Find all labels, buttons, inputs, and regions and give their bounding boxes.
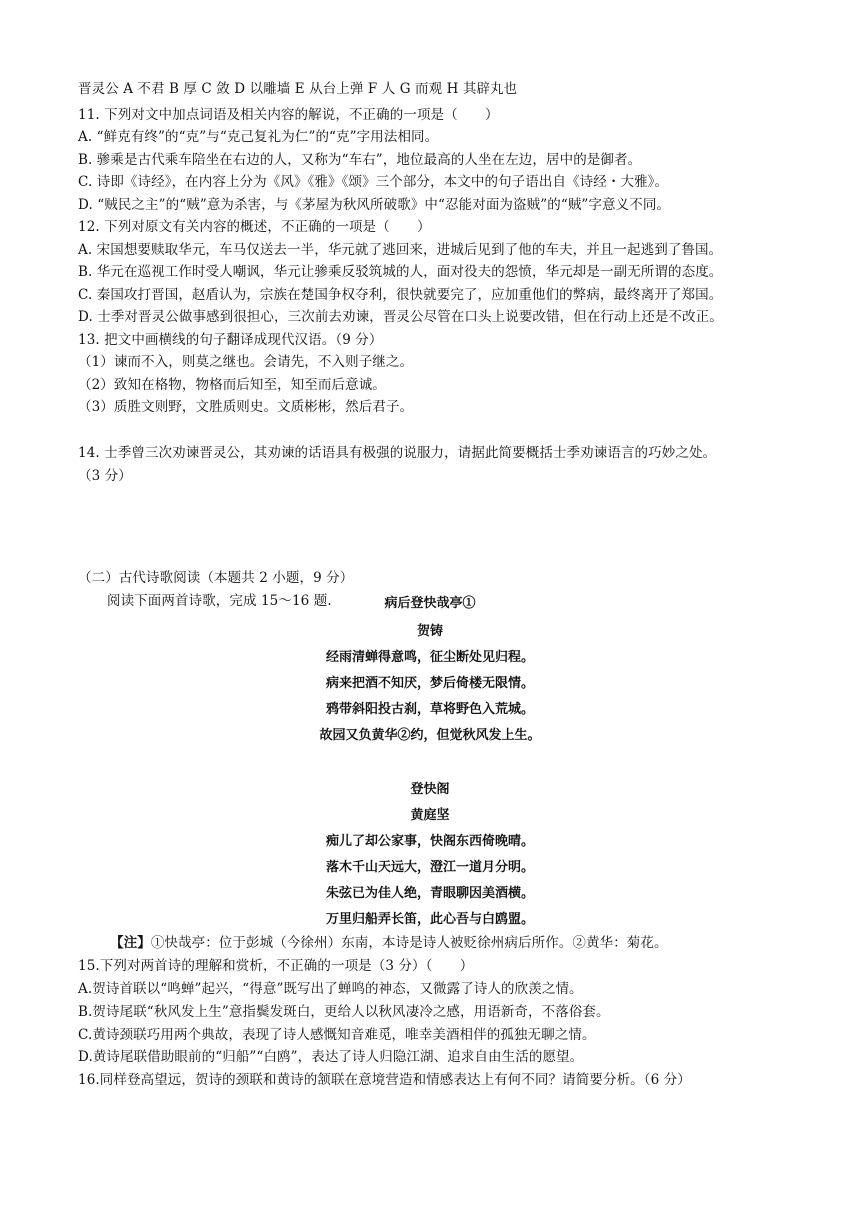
poem1-author: 贺铸 xyxy=(416,624,443,639)
poem2-author: 黄庭坚 xyxy=(410,808,450,823)
note-text: ①快哉亭：位于彭城（今徐州）东南，本诗是诗人被贬徐州病后所作。②黄华：菊花。 xyxy=(150,935,668,951)
q11-option-b: B. 骖乘是古代乘车陪坐在右边的人，又称为“车右”，地位最高的人坐在左边，居中的是御者。 xyxy=(78,152,642,168)
q14-points: （3 分） xyxy=(78,468,132,484)
section-heading: （二）古代诗歌阅读（本题共 2 小题，9 分） xyxy=(78,570,354,586)
poem-note xyxy=(110,933,668,953)
q12-option-c: C. 秦国攻打晋国，赵盾认为，宗族在楚国争权夺利，很快就要完了，应加重他们的弊病，最终离开了郑国。 xyxy=(78,287,723,303)
poem2-line: 万里归船弄长笛，此心吾与白鸥盟。 xyxy=(325,912,534,927)
q11-stem: 11. 下列对文中加点词语及相关内容的解说，不正确的一项是（ ） xyxy=(78,107,499,123)
q15-option-a: A.贺诗首联以“鸣蝉”起兴，“得意”既写出了蝉鸣的神态，又微露了诗人的欣羡之情。 xyxy=(78,981,583,997)
q15-option-b: B.贺诗尾联“秋风发上生”意指鬓发斑白，更给人以秋风凄冷之感，用语新奇，不落俗套。 xyxy=(78,1004,610,1020)
q13-sentence-1: （1）谏而不入，则莫之继也。会请先，不入则子继之。 xyxy=(78,354,414,370)
poem1-line: 鸦带斜阳投古刹，草将野色入荒城。 xyxy=(325,702,534,717)
q14-stem: 14. 士季曾三次劝谏晋灵公，其劝谏的话语具有极强的说服力，请据此简要概括士季劝谏语言的巧妙之处。 xyxy=(78,445,717,461)
poem2-title: 登快阁 xyxy=(410,782,450,797)
poem1-title: 病后登快哉亭① xyxy=(384,596,476,611)
q12-option-d: D. 士季对晋灵公做事感到很担心，三次前去劝谏，晋灵公尽管在口头上说要改错，但在行动上还是不改正。 xyxy=(78,309,723,325)
q15-option-c: C.黄诗颈联巧用两个典故，表现了诗人感慨知音难觅，唯幸美酒相伴的孤独无聊之情。 xyxy=(78,1027,596,1043)
q11-option-c: C. 诗即《诗经》，在内容上分为《风》《雅》《颂》三个部分，本文中的句子语出自《诗经・大雅》。 xyxy=(78,174,669,190)
q12-option-b: B. 华元在巡视工作时受人嘲讽，华元让骖乘反驳筑城的人，面对役夫的怨愤，华元却是一副无所谓的态度。 xyxy=(78,264,723,280)
q12-stem: 12. 下列对原文有关内容的概述，不正确的一项是（ ） xyxy=(78,219,431,235)
top-line: 晋灵公 A 不君 B 厚 C 敛 D 以雕墙 E 从台上弹 F 人 G 而观 H 其辟丸也 xyxy=(78,81,518,97)
q13-stem: 13. 把文中画横线的句子翻译成现代汉语。（9 分） xyxy=(78,332,383,348)
q15-option-d: D.黄诗尾联借助眼前的“归船”“白鸥”，表达了诗人归隐江湖、追求自由生活的愿望。 xyxy=(78,1049,584,1065)
poem1-line: 故园又负黄华②约，但觉秋风发上生。 xyxy=(319,728,541,743)
note-label: 【注】 xyxy=(110,935,151,951)
q12-option-a: A. 宋国想要赎取华元，车马仅送去一半，华元就了逃回来，进城后见到了他的车夫，并且一起逃到了鲁国。 xyxy=(78,242,723,258)
q11-option-a: A. “鲜克有终”的“克”与“克己复礼为仁”的“克”字用法相同。 xyxy=(78,129,439,145)
q11-option-d: D. “贼民之主”的“贼”意为杀害，与《茅屋为秋风所破歌》中“忍能对面为盗贼”的“贼”字意义不同。 xyxy=(78,197,671,213)
section-intro: 阅读下面两首诗歌，完成 15～16 题. xyxy=(107,593,332,609)
poem2-line: 朱弦已为佳人绝，青眼聊因美酒横。 xyxy=(325,886,534,901)
q15-stem: 15.下列对两首诗的理解和赏析，不正确的一项是（3 分）（ ） xyxy=(78,958,474,974)
poem1-line: 病来把酒不知厌，梦后倚楼无限情。 xyxy=(325,676,534,691)
q13-sentence-2: （2）致知在格物，物格而后知至，知至而后意诚。 xyxy=(78,377,386,393)
poem1-line: 经雨清蝉得意鸣，征尘断处见归程。 xyxy=(325,650,534,665)
q16-stem: 16.同样登高望远，贺诗的颈联和黄诗的颔联在意境营造和情感表达上有何不同？请简要分析。（6 分） xyxy=(78,1072,691,1088)
poem2-line: 痴儿了却公家事，快阁东西倚晚晴。 xyxy=(325,834,534,849)
q13-sentence-3: （3）质胜文则野，文胜质则史。文质彬彬，然后君子。 xyxy=(78,399,414,415)
poem2-line: 落木千山天远大，澄江一道月分明。 xyxy=(325,860,534,875)
